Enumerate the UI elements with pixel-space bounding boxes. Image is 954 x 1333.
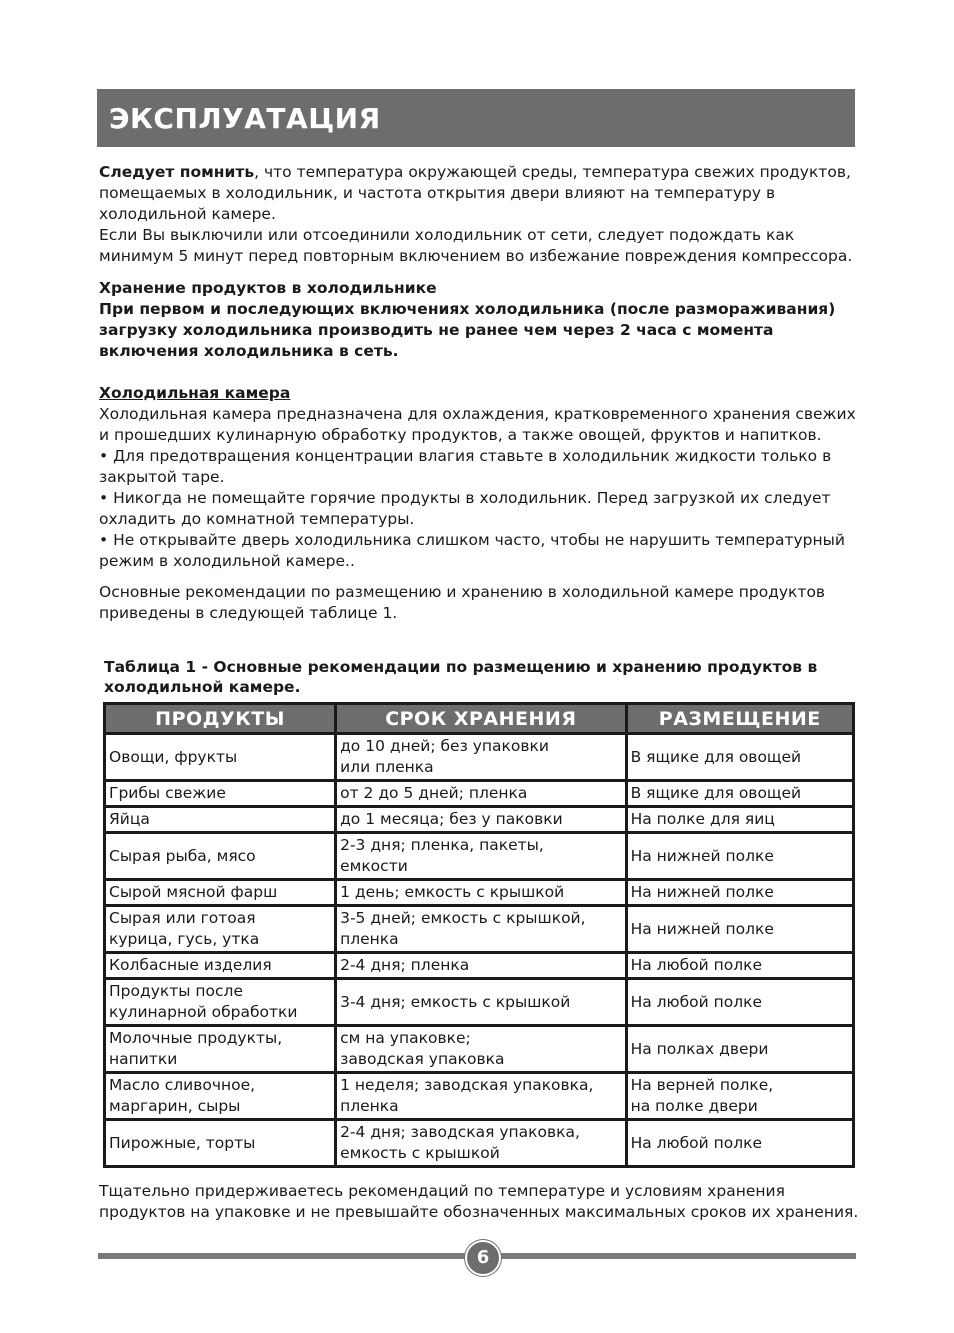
cell-placement: В ящике для овощей [626, 781, 853, 807]
cell-shelf-life: 2-3 дня; пленка, пакеты, емкости [336, 833, 626, 880]
cell-product: Пирожные, торты [105, 1120, 336, 1167]
page-number: 6 [465, 1240, 501, 1276]
table-row [105, 734, 854, 781]
cell-product: Молочные продукты, напитки [105, 1026, 336, 1073]
table-row [105, 953, 854, 979]
storage-table [103, 702, 855, 1168]
header-shelf-life: СРОК ХРАНЕНИЯ [336, 704, 626, 734]
cell-placement: На полках двери [626, 1026, 853, 1073]
cell-shelf-life: до 10 дней; без упаковки или пленка [336, 734, 626, 781]
storage-warning: При первом и последующих включениях холодильника (после размораживания) загрузку холодильника производить не ранее чем через 2 часа с момента включения холодильника в сеть. [99, 300, 836, 360]
cell-product: Овощи, фрукты [105, 734, 336, 781]
cell-placement: В ящике для овощей [626, 734, 853, 781]
storage-block [99, 278, 869, 362]
bullet-item: • Не открывайте дверь холодильника слишком часто, чтобы не нарушить температурный режим в холодильной камере.. [99, 531, 845, 570]
cell-placement: На полке для яиц [626, 807, 853, 833]
table-row [105, 781, 854, 807]
cell-product: Яйца [105, 807, 336, 833]
fridge-heading: Холодильная камера [99, 384, 291, 402]
cell-product: Сырой мясной фарш [105, 880, 336, 906]
restart-paragraph: Если Вы выключили или отсоединили холодильник от сети, следует подождать как минимум 5 минут перед повторным включением во избежание повреждения компрессора. [99, 226, 853, 265]
cell-product: Грибы свежие [105, 781, 336, 807]
table-row [105, 880, 854, 906]
cell-shelf-life: до 1 месяца; без у паковки [336, 807, 626, 833]
table-header-row [105, 704, 854, 734]
bullet-item: • Для предотвращения концентрации влагия ставьте в холодильник жидкости только в закрытой таре. [99, 447, 832, 486]
intro-lead: Следует помнить [99, 163, 255, 181]
table-row [105, 1120, 854, 1167]
cell-placement: На нижней полке [626, 833, 853, 880]
cell-shelf-life: 2-4 дня; заводская упаковка, емкость с крышкой [336, 1120, 626, 1167]
table-caption: Таблица 1 - Основные рекомендации по размещению и хранению продуктов в холодильной камере. [104, 658, 818, 696]
table-body [105, 734, 854, 1167]
cell-product: Сырая или готоая курица, гусь, утка [105, 906, 336, 953]
cell-shelf-life: 1 неделя; заводская упаковка, пленка [336, 1073, 626, 1120]
fridge-description: Холодильная камера предназначена для охлаждения, кратковременного хранения свежих и прошедших кулинарную обработку продуктов, а также овощей, фруктов и напитков. [99, 405, 856, 444]
table-row [105, 1073, 854, 1120]
intro-paragraph [99, 162, 869, 225]
cell-product: Сырая рыба, мясо [105, 833, 336, 880]
recommendation-paragraph: Основные рекомендации по размещению и хранению в холодильной камере продуктов приведены в следующей таблице 1. [99, 583, 826, 622]
header-placement: РАЗМЕЩЕНИЕ [626, 704, 853, 734]
header-products: ПРОДУКТЫ [105, 704, 336, 734]
intro-block [99, 162, 869, 267]
cell-placement: На любой полке [626, 1120, 853, 1167]
section-title: ЭКСПЛУАТАЦИЯ [109, 102, 381, 135]
cell-shelf-life: 2-4 дня; пленка [336, 953, 626, 979]
table-row [105, 833, 854, 880]
table-row [105, 1026, 854, 1073]
bullet-item: • Никогда не помещайте горячие продукты в холодильник. Перед загрузкой их следует охладить до комнатной температуры. [99, 489, 831, 528]
table-row [105, 807, 854, 833]
table-row [105, 979, 854, 1026]
cell-placement: На любой полке [626, 979, 853, 1026]
cell-product: Продукты после кулинарной обработки [105, 979, 336, 1026]
cell-placement: На любой полке [626, 953, 853, 979]
section-header-bar [97, 89, 855, 147]
intro-text: , что температура окружающей среды, температура свежих продуктов, помещаемых в холодильник, и частота открытия двери влияют на температуру в холодильной камере. [99, 163, 851, 223]
table-row [105, 906, 854, 953]
cell-placement: На нижней полке [626, 906, 853, 953]
cell-shelf-life: 3-4 дня; емкость с крышкой [336, 979, 626, 1026]
cell-shelf-life: от 2 до 5 дней; пленка [336, 781, 626, 807]
fridge-block [99, 383, 869, 624]
cell-shelf-life: 3-5 дней; емкость с крышкой, пленка [336, 906, 626, 953]
cell-product: Колбасные изделия [105, 953, 336, 979]
footer-note: Тщательно придерживаетесь рекомендаций по температуре и условиям хранения продуктов на упаковке и не превышайте обозначенных максимальных сроков их хранения. [99, 1182, 859, 1221]
cell-shelf-life: см на упаковке; заводская упаковка [336, 1026, 626, 1073]
cell-placement: На нижней полке [626, 880, 853, 906]
cell-placement: На верней полке, на полке двери [626, 1073, 853, 1120]
cell-shelf-life: 1 день; емкость с крышкой [336, 880, 626, 906]
cell-product: Масло сливочное, маргарин, сыры [105, 1073, 336, 1120]
storage-heading: Хранение продуктов в холодильнике [99, 279, 437, 297]
